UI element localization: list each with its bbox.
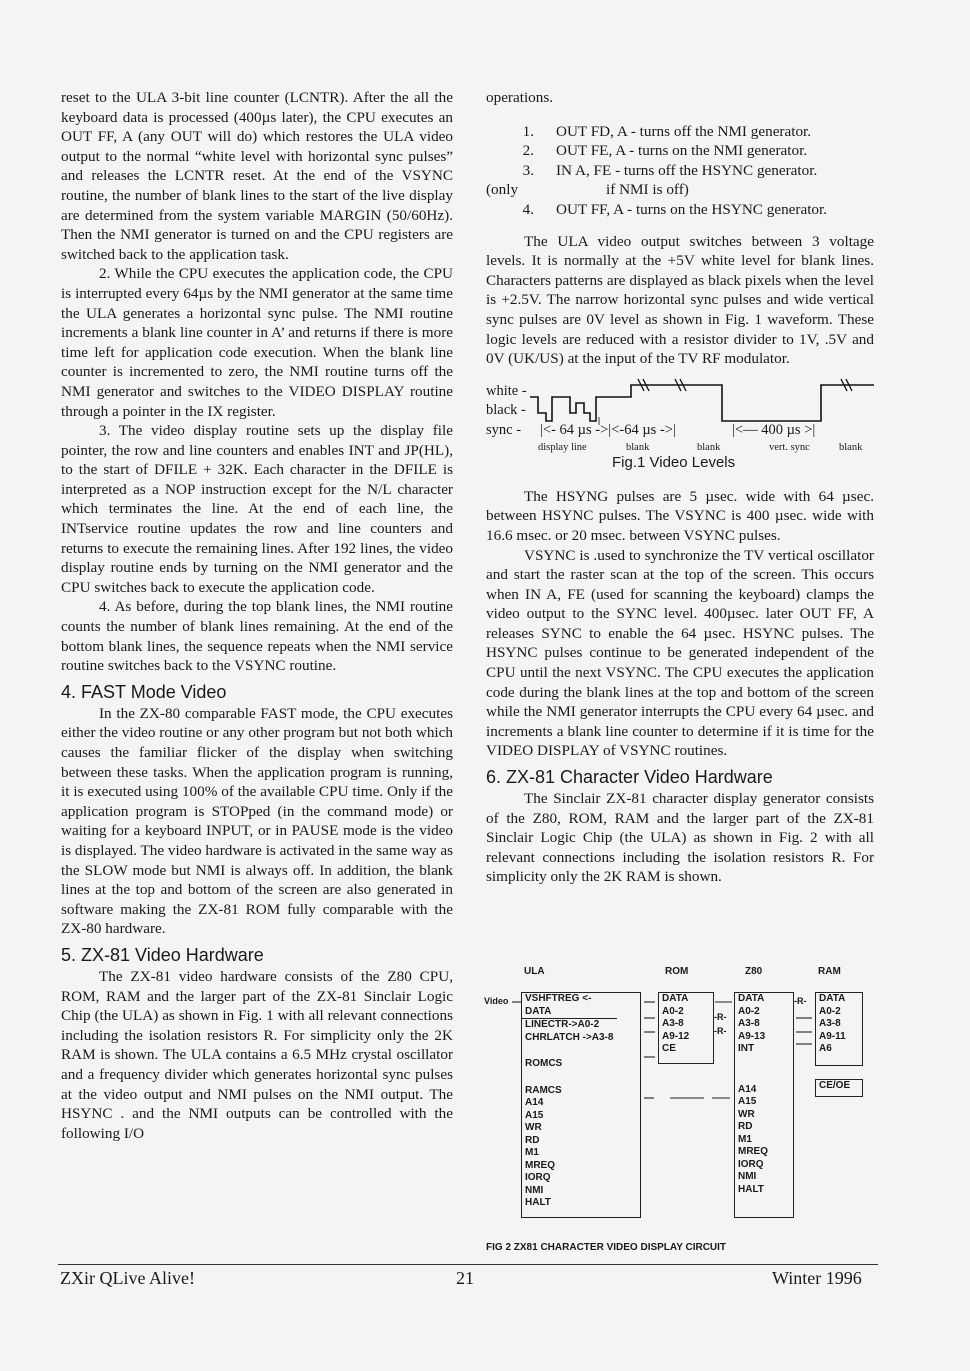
section-5-heading: 5. ZX-81 Video Hardware xyxy=(61,944,264,965)
rom-box: DATA A0-2 A3-8 A9-12 CE xyxy=(658,992,714,1064)
page-number: 21 xyxy=(456,1268,474,1288)
right-paragraph-2: The HSYNG pulses are 5 µsec. wide with 64 µsec. between HSYNC pulses. The VSYNC is 400 µsec. wide with 16.6 msec. or 20 msec. between VSYNC pulses. xyxy=(486,487,874,544)
fig1-video-levels xyxy=(486,377,874,473)
fig1-caption: Fig.1 Video Levels xyxy=(612,453,736,471)
video-label: Video xyxy=(484,996,509,1006)
left-paragraph-6: The ZX-81 video hardware consists of the Z80 CPU, ROM, RAM and the larger part of the ZX-81 Sinclair Logic Chip (the ULA) as shown in Fig. 1 with all relevant connections including the isolation resistors R. For simplicity only the 2K RAM is shown. The ULA contains a 6.5 MHz crystal oscillator and a frequency divider which generates horizontal sync pulses at the video output and NMI pulses on the NMI output. The HSYNC . and the NMI outputs can be controlled with the following I/O xyxy=(61,967,453,1142)
rom-header: ROM xyxy=(665,966,689,977)
fig2-circuit-diagram xyxy=(484,958,884,1258)
z80-header: Z80 xyxy=(745,966,763,977)
resistor-label: -R- xyxy=(714,1012,727,1022)
black-level-label: black - xyxy=(486,401,526,418)
footer-issue: Winter 1996 xyxy=(772,1268,862,1288)
resistor-label: -R- xyxy=(714,1026,727,1036)
blank-label-3: blank xyxy=(839,441,863,453)
vert-sync-label: vert. sync xyxy=(769,441,810,453)
left-paragraph-1: reset to the ULA 3-bit line counter (LCNTR). After the all the keyboard data is processed (400µs later), the CPU executes an OUT FF, A (any OUT will do) which restores the ULA video output to the normal “white level with horizontal sync pulses” and releases the LCNTR reset. At the end of the VSYNC routine, the number of blank lines to the start of the live display are determined from the system variable MARGIN (50/60Hz). Then the NMI generator is turned on and the CPU registers are switched back to the application task. xyxy=(61,89,453,263)
list-item: 4. OUT FF, A - turns on the HSYNC generator. xyxy=(522,200,828,218)
footer-publication: ZXir QLive Alive! xyxy=(60,1268,195,1288)
fig2-caption: FIG 2 ZX81 CHARACTER VIDEO DISPLAY CIRCUIT xyxy=(486,1242,727,1253)
ram-box: DATA A0-2 A3-8 A9-11 A6 xyxy=(815,992,863,1066)
ula-header: ULA xyxy=(524,966,545,977)
display-line-label: display line xyxy=(538,441,587,453)
left-paragraph-2: 2. While the CPU executes the application code, the CPU is interrupted every 64µs by the NMI generator at the same time the ULA generates a horizontal sync pulse. The NMI routine increments a blank line counter in A’ and returns if there is more time left for application code execution. When the blank line counter is incremented to zero, the NMI routine turns off the NMI generator and switches to the VIDEO DISPLAY routine through a pointer in the IX register. xyxy=(61,265,453,420)
left-paragraph-5: In the ZX-80 comparable FAST mode, the CPU executes either the video routine or any other program but not both which causes the familiar flicker of the display when switching between these tasks. When the application program is running, it is executed using 100% of the available CPU time. Only if the application program is STOPped (in the command mode) or waiting for a keyboard INPUT, or in PAUSE mode is the video is displayed. The video hardware is activated in the same way as the SLOW mode but NMI is always off. In addition, the blank lines at the top and bottom of the screen are also generated in software making the ZX-81 ROM fully comparable with the ZX-80 hardware. xyxy=(61,704,453,938)
white-level-label: white - xyxy=(486,382,527,399)
left-paragraph-4: 4. As before, during the top blank lines, the NMI routine counts the number of blank lines remaining. At the end of the bottom blank lines, the sequence repeats when the NMI service routine switches back to the VSYNC routine. xyxy=(61,598,453,675)
right-paragraph-4: The Sinclair ZX-81 character display generator consists of the Z80, ROM, RAM and the larger part of the ZX-81 Sinclair Logic Chip (the ULA) as shown in Fig. 2 with all relevant connections including the isolation resistors R. For simplicity only the 2K RAM is shown. xyxy=(486,790,874,886)
blank-label-1: blank xyxy=(626,441,650,453)
hsync-timing-label: |<- 64 µs ->|<-64 µs ->| xyxy=(540,421,676,438)
ram-ce-box: CE/OE xyxy=(815,1079,863,1097)
ram-header: RAM xyxy=(818,966,841,977)
right-paragraph-0: operations. xyxy=(486,89,554,106)
list-item: 3. IN A, FE - turns off the HSYNC generator. xyxy=(522,161,818,179)
right-column xyxy=(486,88,874,887)
section-4-heading: 4. FAST Mode Video xyxy=(61,681,227,702)
ula-box: VSHFTREG <-DATA LINECTR->A0-2 CHRLATCH ->A3-8 ROMCS RAMCS A14 A15 WR RD M1 MREQ IORQ NMI HALT xyxy=(521,992,641,1218)
sync-level-label: sync - xyxy=(486,421,522,438)
z80-box: DATA A0-2 A3-8 A9-13 INT A14 A15 WR RD M1 MREQ IORQ NMI HALT xyxy=(734,992,794,1218)
left-paragraph-3: 3. The video display routine sets up the display file pointer, the row and line counters and enables INT and JP(HL), to the start of DFILE + 32K. Each character in the DFILE is interpreted as a NOP instruction except for the N/L character which terminates the line. At the end of each line, the INTservice routine updates the row and line counters and returns to execute the remaining lines. After 192 lines, the video display routine ends by turning on the NMI generator and the CPU switches back to execute the application code. xyxy=(61,422,453,596)
right-paragraph-1: The ULA video output switches between 3 voltage levels. It is normally at the +5V white level for blank lines. Characters patterns are displayed as black pixels when the level is +2.5V. The narrow horizontal sync pulses and wide vertical sync pulses are 0V level as shown in Fig. 1 waveform. These logic levels are reduced with a resistor divider to 1V, .5V and 0V (UK/US) at the input of the TV RF modulator. xyxy=(486,232,874,368)
list-item: 2. OUT FE, A - turns on the NMI generator. xyxy=(522,142,808,160)
io-operations-list xyxy=(486,122,874,220)
left-column xyxy=(61,88,453,1143)
vsync-timing-label: |<— 400 µs >| xyxy=(732,421,816,438)
list-item: 1. OUT FD, A - turns off the NMI generator. xyxy=(522,122,812,140)
blank-label-2: blank xyxy=(697,441,721,453)
right-paragraph-3: VSYNC is .used to synchronize the TV vertical oscillator and start the raster scan at the top of the screen. This occurs when IN A, FE (used for scanning the keyboard) clamps the video output to the SYNC level. 400µsec. later OUT FF, A releases SYNC to enable the 64 µsec. HSYNC pulses. The HSYNC pulses continue to be generated independent of the CPU until the next VSYNC. The CPU executes the application code during the blank lines at the top and bottom of the screen while the NMI generator interrupts the CPU every 64 µsec. and increments a blank line counter to determine if it is time for the VIDEO DISPLAY of VSYNC routines. xyxy=(486,546,874,760)
list-item-note: (only if NMI is off) xyxy=(486,181,689,199)
section-6-heading: 6. ZX-81 Character Video Hardware xyxy=(486,767,773,788)
resistor-label: -R- xyxy=(794,996,807,1006)
connection-wires xyxy=(484,958,884,1258)
footer-rule xyxy=(58,1264,878,1265)
